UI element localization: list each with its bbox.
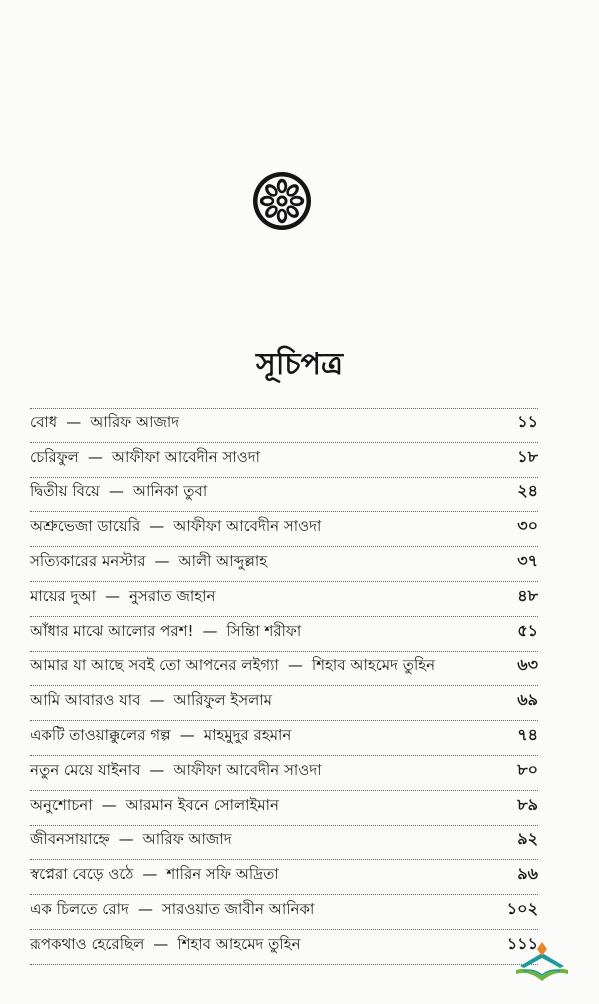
entry-author: আফীফা আবেদীন সাওদা (173, 760, 322, 779)
entry-author: আরমান ইবনে সোলাইমান (125, 795, 279, 814)
entry-page-number: ১০২ (506, 898, 538, 918)
entry-author: নুসরাত জাহান (128, 586, 216, 605)
entry-title: চেরিফুল (30, 447, 79, 466)
entry-page-number: ৮০ (517, 759, 538, 779)
entry-dash: — (118, 830, 134, 849)
toc-row (30, 860, 538, 895)
entry-author: শিহাব আহমেদ তুহিন (311, 656, 436, 675)
toc-entry (30, 550, 267, 575)
entry-dash: — (154, 551, 170, 570)
entry-dash: — (153, 934, 169, 953)
toc-row (30, 408, 538, 443)
entry-dash: — (202, 621, 218, 640)
entry-title: আঁধার মাঝে আলোর পরশ! (30, 621, 194, 640)
entry-title: জীবনসায়াহ্নে (30, 830, 110, 849)
entry-dash: — (87, 447, 103, 466)
toc-entry (30, 863, 279, 888)
toc-row (30, 443, 538, 478)
toc-entry (30, 654, 435, 679)
toc-entry (30, 724, 291, 749)
entry-dash: — (149, 517, 165, 536)
entry-dash: — (149, 760, 165, 779)
toc-entry (30, 411, 179, 436)
entry-title: বোধ (30, 412, 58, 431)
toc-row (30, 547, 538, 582)
entry-title: সত্যিকারের মনস্টার (30, 551, 146, 570)
entry-page-number: ৫১ (517, 620, 538, 640)
entry-author: আনিকা তুবা (132, 482, 208, 501)
toc-title: সূচিপত্র (256, 347, 343, 382)
entry-author: সারওয়াত জাবীন আনিকা (161, 899, 315, 918)
entry-page-number: ১১১ (506, 933, 538, 953)
toc-entry (30, 933, 301, 958)
toc-row (30, 791, 538, 826)
toc-entry (30, 898, 314, 923)
entry-author: আফীফা আবেদীন সাওদা (173, 517, 322, 536)
entry-dash: — (142, 865, 158, 884)
entry-title: আমার যা আছে সবই তো আপনের লইগ্যা (30, 656, 279, 675)
toc-row (30, 478, 538, 513)
entry-page-number: ৬৩ (517, 655, 538, 675)
entry-page-number: ৮৯ (517, 794, 538, 814)
entry-author: সিন্তিা শরীফা (226, 621, 302, 640)
toc-row (30, 686, 538, 721)
toc-entry (30, 759, 322, 784)
entry-author: শারিন সফি অদ্রিতা (166, 865, 279, 884)
entry-title: রূপকথাও হেরেছিল (30, 934, 145, 953)
toc-row (30, 756, 538, 791)
toc-row (30, 826, 538, 861)
entry-page-number: ৯২ (517, 829, 538, 849)
entry-dash: — (104, 586, 120, 605)
entry-title: নতুন মেয়ে যাইনাব (30, 760, 141, 779)
entry-page-number: ২৪ (517, 481, 538, 501)
entry-title: দ্বিতীয় বিয়ে (30, 482, 100, 501)
entry-title: একটি তাওয়াক্কুলের গল্প (30, 725, 171, 744)
toc-entry (30, 585, 215, 610)
entry-author: আরিফ আজাদ (90, 412, 180, 431)
entry-dash: — (101, 795, 117, 814)
entry-page-number: ১১ (517, 411, 538, 431)
entry-page-number: ৯৬ (517, 864, 538, 884)
entry-author: আরিফুল ইসলাম (173, 691, 272, 710)
toc-row (30, 895, 538, 930)
entry-author: মাহমুদুর রহমান (203, 725, 292, 744)
flower-ornament-icon (251, 170, 313, 232)
entry-title: স্বপ্নেরা বেড়ে ওঠে (30, 865, 134, 884)
entry-title: অনুশোচনা (30, 795, 93, 814)
toc-entry (30, 794, 279, 819)
toc-entry (30, 480, 207, 505)
entry-dash: — (137, 899, 153, 918)
toc-row (30, 930, 538, 965)
entry-dash: — (287, 656, 303, 675)
entry-page-number: ১৮ (517, 446, 538, 466)
entry-author: শিহাব আহমেদ তুহিন (177, 934, 301, 953)
toc-row (30, 652, 538, 687)
entry-author: আফীফা আবেদীন সাওদা (111, 447, 260, 466)
entry-page-number: ৬৯ (517, 690, 538, 710)
toc-row (30, 721, 538, 756)
entry-title: এক চিলতে রোদ (30, 899, 129, 918)
entry-author: আলী আব্দুল্লাহ (178, 551, 268, 570)
entry-title: আমি আবারও যাব (30, 691, 141, 710)
entry-author: আরিফ আজাদ (142, 830, 232, 849)
entry-page-number: ৩০ (517, 516, 538, 536)
entry-page-number: ৭৪ (517, 724, 538, 744)
toc-row (30, 582, 538, 617)
entry-dash: — (149, 691, 165, 710)
toc-entry (30, 620, 301, 645)
toc-list (30, 408, 538, 965)
toc-entry (30, 689, 272, 714)
entry-title: অশ্রুভেজা ডায়েরি (30, 517, 141, 536)
entry-dash: — (108, 482, 124, 501)
entry-dash: — (66, 412, 82, 431)
toc-entry (30, 515, 321, 540)
toc-row (30, 617, 538, 652)
book-publisher-logo-icon (514, 940, 570, 984)
entry-title: মায়ের দুআ (30, 586, 96, 605)
entry-dash: — (179, 725, 195, 744)
toc-entry (30, 828, 232, 853)
toc-row (30, 512, 538, 547)
entry-page-number: ৪৮ (517, 585, 538, 605)
toc-entry (30, 446, 260, 471)
entry-page-number: ৩৭ (517, 550, 538, 570)
